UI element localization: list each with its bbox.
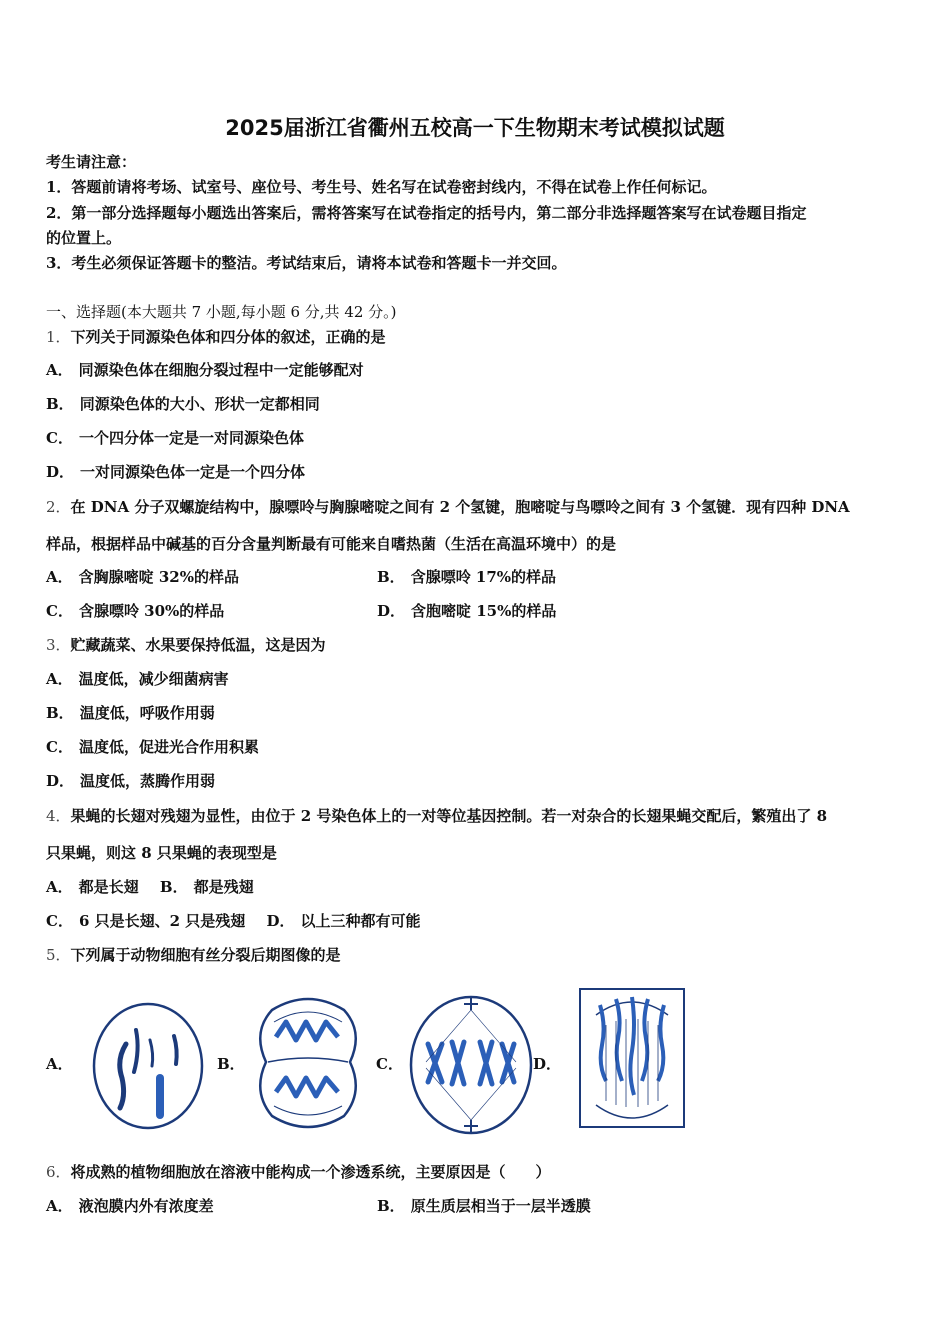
q5-option-b-label[interactable]: B．	[217, 1055, 245, 1073]
q5-option-d-label[interactable]: D．	[533, 1055, 562, 1073]
q5-option-c-label[interactable]: C．	[376, 1055, 403, 1073]
option-label: A．	[46, 361, 73, 379]
option-label: B．	[377, 1197, 405, 1215]
q1-option-d[interactable]	[46, 462, 305, 482]
question-stem-continued: 样品，根据样品中碱基的百分含量判断最有可能来自嗜热菌（生活在高温环境中）的是	[46, 535, 617, 553]
q2-option-b[interactable]	[377, 567, 556, 587]
option-text: 同源染色体在细胞分裂过程中一定能够配对	[78, 361, 364, 379]
notice-item: 的位置上。	[46, 229, 122, 247]
question-stem: 将成熟的植物细胞放在溶液中能构成一个渗透系统，主要原因是（ ）	[70, 1163, 551, 1181]
question-1	[46, 327, 386, 347]
option-label: A．	[46, 670, 73, 688]
q4-option-d[interactable]	[267, 912, 421, 930]
question-2	[46, 497, 850, 517]
option-label: A．	[46, 1197, 73, 1215]
option-text: 液泡膜内外有浓度差	[78, 1197, 214, 1215]
option-text: 原生质层相当于一层半透膜	[410, 1197, 591, 1215]
option-text: 含胸腺嘧啶 32%的样品	[78, 568, 239, 586]
q1-option-c[interactable]	[46, 428, 304, 448]
option-text: 含腺嘌呤 17%的样品	[410, 568, 557, 586]
section-heading: 一、选择题(本大题共 7 小题,每小题 6 分,共 42 分。)	[46, 303, 397, 321]
option-label: D．	[377, 602, 406, 620]
cell-diagram-b-image[interactable]	[246, 992, 370, 1134]
question-number: 1．	[46, 328, 71, 346]
option-text: 同源染色体的大小、形状一定都相同	[79, 395, 320, 413]
option-text: 温度低，蒸腾作用弱	[80, 772, 216, 790]
question-stem: 果蝇的长翅对残翅为显性，由位于 2 号染色体上的一对等位基因控制。若一对杂合的长翅果蝇交配后，繁殖出了 8	[70, 807, 828, 825]
option-label: C．	[46, 429, 73, 447]
option-text: 以上三种都有可能	[300, 912, 421, 930]
cell-diagram-d-image[interactable]	[576, 985, 688, 1131]
question-3	[46, 635, 326, 655]
question-6	[46, 1162, 551, 1182]
q1-option-a[interactable]	[46, 360, 364, 380]
q2-option-a[interactable]	[46, 567, 239, 587]
q4-options-row-2	[46, 911, 421, 931]
question-stem-continued: 只果蝇，则这 8 只果蝇的表现型是	[46, 844, 277, 862]
question-number: 4．	[46, 807, 71, 825]
q2-option-d[interactable]	[377, 601, 556, 621]
option-label: B．	[46, 395, 74, 413]
notice-item: 2．第一部分选择题每小题选出答案后，需将答案写在试卷指定的括号内，第二部分非选择题答案写在试卷题目指定	[46, 204, 807, 222]
option-label: B．	[46, 704, 74, 722]
notice-item: 3．考生必须保证答题卡的整洁。考试结束后，请将本试卷和答题卡一并交回。	[46, 254, 567, 272]
q4-option-b[interactable]	[160, 878, 254, 896]
page-title: 2025届浙江省衢州五校高一下生物期末考试模拟试题	[225, 116, 725, 140]
q6-option-b[interactable]	[377, 1196, 591, 1216]
option-text: 含胞嘧啶 15%的样品	[411, 602, 557, 620]
option-text: 都是残翅	[193, 878, 254, 896]
option-label: B．	[159, 878, 188, 896]
option-label: D．	[266, 912, 295, 930]
option-text: 一个四分体一定是一对同源染色体	[78, 429, 304, 447]
option-label: D．	[46, 772, 75, 790]
cell-diagram-a-image[interactable]	[90, 1000, 206, 1132]
q5-figure-row	[46, 980, 706, 1140]
option-label: C．	[46, 738, 73, 756]
q2-option-c[interactable]	[46, 601, 224, 621]
cell-diagram-c-image[interactable]	[406, 992, 536, 1138]
option-text: 一对同源染色体一定是一个四分体	[80, 463, 306, 481]
notice-heading: 考生请注意：	[46, 153, 137, 171]
q5-option-a-label[interactable]: A．	[46, 1055, 73, 1073]
question-5	[46, 945, 341, 965]
option-label: C．	[46, 602, 73, 620]
question-stem: 下列关于同源染色体和四分体的叙述，正确的是	[70, 328, 386, 346]
option-text: 都是长翅	[78, 878, 139, 896]
option-text: 温度低，促进光合作用积累	[78, 738, 259, 756]
q1-option-b[interactable]	[46, 394, 320, 414]
option-label: B．	[377, 568, 405, 586]
option-label: C．	[46, 912, 73, 930]
question-stem: 贮藏蔬菜、水果要保持低温，这是因为	[70, 636, 326, 654]
question-stem: 下列属于动物细胞有丝分裂后期图像的是	[70, 946, 341, 964]
question-number: 6．	[46, 1163, 71, 1181]
option-label: D．	[46, 463, 75, 481]
q4-option-c[interactable]	[46, 912, 245, 930]
q3-option-a[interactable]	[46, 669, 229, 689]
q6-option-a[interactable]	[46, 1196, 214, 1216]
notice-item: 1．答题前请将考场、试室号、座位号、考生号、姓名写在试卷密封线内，不得在试卷上作任何标记。	[46, 178, 717, 196]
option-text: 温度低，呼吸作用弱	[79, 704, 215, 722]
question-4	[46, 806, 827, 826]
option-label: A．	[46, 878, 73, 896]
question-number: 2．	[46, 498, 71, 516]
question-number: 3．	[46, 636, 71, 654]
q4-options-row-1	[46, 877, 254, 897]
question-stem: 在 DNA 分子双螺旋结构中，腺嘌呤与胸腺嘧啶之间有 2 个氢键，胞嘧啶与鸟嘌呤之间有 3 个氢键．现有四种 DNA	[70, 498, 850, 516]
option-text: 6 只是长翅、2 只是残翅	[78, 912, 246, 930]
question-number: 5．	[46, 946, 71, 964]
q3-option-c[interactable]	[46, 737, 259, 757]
option-text: 温度低，减少细菌病害	[78, 670, 229, 688]
option-text: 含腺嘌呤 30%的样品	[78, 602, 225, 620]
q4-option-a[interactable]	[46, 878, 139, 896]
q3-option-d[interactable]	[46, 771, 215, 791]
q3-option-b[interactable]	[46, 703, 215, 723]
option-label: A．	[46, 568, 73, 586]
